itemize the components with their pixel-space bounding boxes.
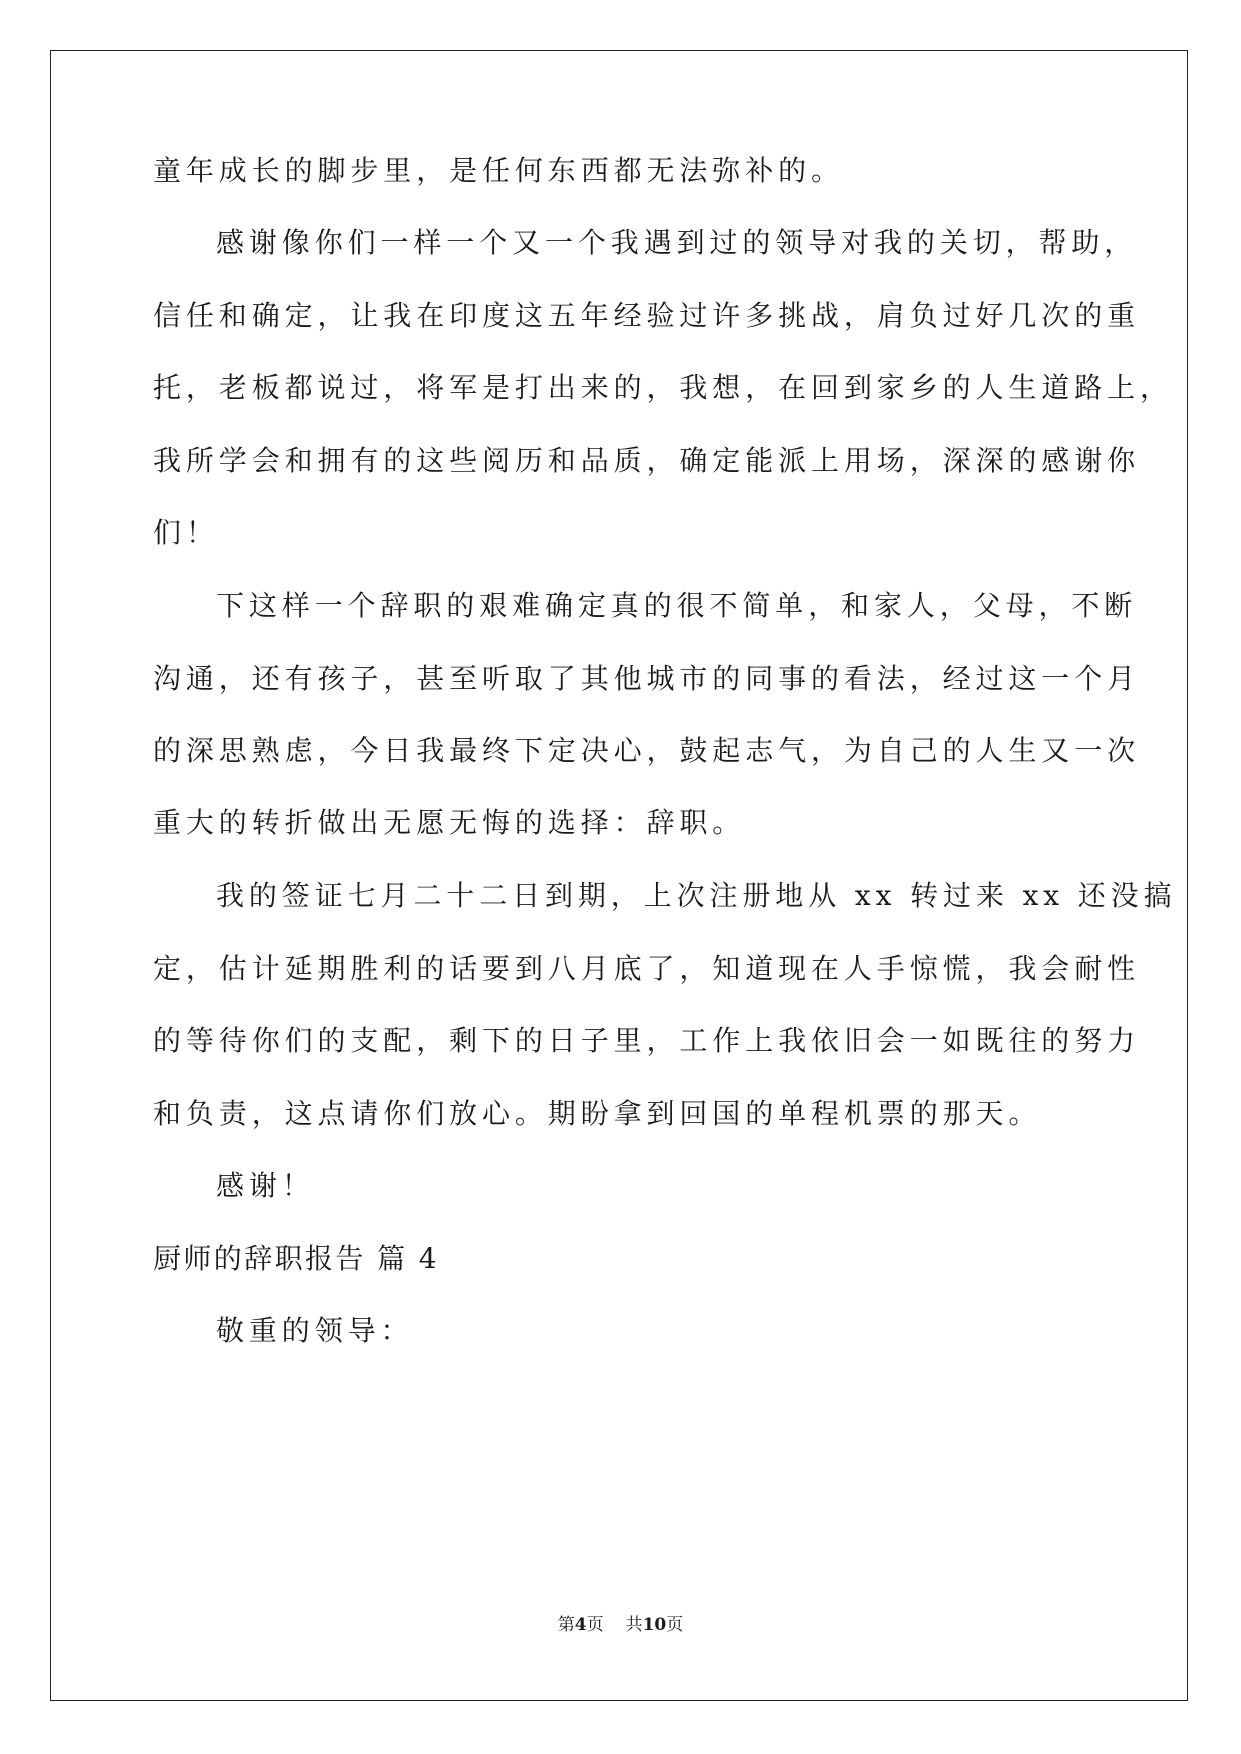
body-line: 我的签证七月二十二日到期，上次注册地从 xx 转过来 xx 还没搞 (216, 879, 1177, 912)
body-line: 的深思熟虑，今日我最终下定决心，鼓起志气，为自己的人生又一次 (153, 734, 1141, 767)
body-line: 沟通，还有孩子，甚至听取了其他城市的同事的看法，经过这一个月 (153, 662, 1141, 695)
body-line: 感谢像你们一样一个又一个我遇到过的领导对我的关切，帮助， (216, 226, 1138, 259)
closing-thanks: 感谢！ (216, 1169, 315, 1202)
salutation: 敬重的领导： (216, 1314, 414, 1347)
page-footer (0, 1610, 1241, 1635)
page-suffix: 页 (586, 1615, 604, 1635)
body-line: 定，估计延期胜利的话要到八月底了，知道现在人手惊慌，我会耐性 (153, 952, 1141, 985)
body-line: 下这样一个辞职的艰难确定真的很不简单，和家人，父母，不断 (216, 589, 1138, 622)
body-line: 的等待你们的支配，剩下的日子里，工作上我依旧会一如既往的努力 (153, 1024, 1141, 1057)
body-line: 重大的转折做出无愿无悔的选择：辞职。 (153, 806, 746, 839)
body-line: 信任和确定，让我在印度这五年经验过许多挑战，肩负过好几次的重 (153, 299, 1141, 332)
page-prefix: 第 (557, 1615, 575, 1635)
total-pages: 10 (642, 1615, 667, 1635)
total-suffix: 页 (666, 1615, 684, 1635)
body-line: 和负责，这点请你们放心。期盼拿到回国的单程机票的那天。 (153, 1097, 1042, 1130)
page-border (50, 50, 1188, 1701)
body-line: 我所学会和拥有的这些阅历和品质，确定能派上用场，深深的感谢你 (153, 444, 1141, 477)
body-line: 托，老板都说过，将军是打出来的，我想，在回到家乡的人生道路上， (153, 371, 1173, 404)
page-number: 4 (574, 1615, 587, 1635)
total-prefix: 共 (625, 1615, 643, 1635)
body-line: 们！ (153, 516, 219, 549)
body-line: 童年成长的脚步里，是任何东西都无法弥补的。 (153, 154, 844, 187)
section-heading: 厨师的辞职报告 篇 4 (153, 1242, 440, 1275)
